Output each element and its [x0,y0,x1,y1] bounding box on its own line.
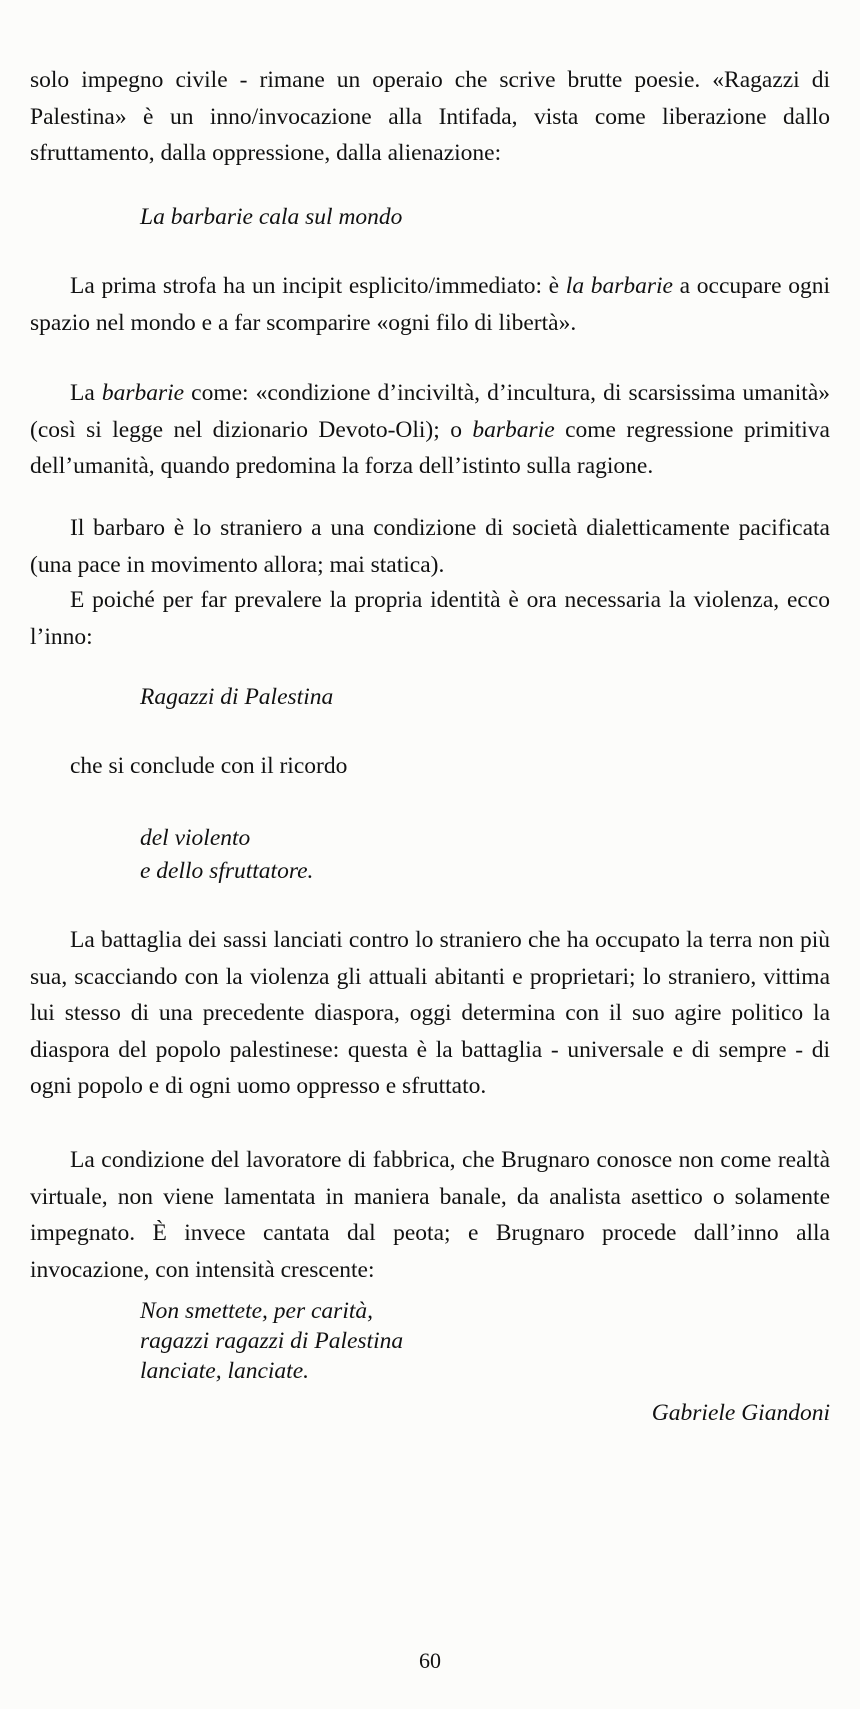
paragraph-7: La battaglia dei sassi lanciati contro lo straniero che ha occupato la terra non più sua, scacciando con la violenza gli attuali abitanti e proprietari; lo straniero, vittima lui stesso di una precedente diaspora, oggi determina con il suo agire politico la diaspora del popolo palestinese: questa è la battaglia - universale e di sempre - di ogni popolo e di ogni uomo oppresso e sfruttato. [30,927,830,1099]
text-run: a occupare ogni spazio nel mondo e a far scomparire «ogni filo di libertà». [30,273,831,336]
verse-quote-4 [140,1296,403,1386]
verse-quote-3 [140,822,313,888]
verse-quote-2 [140,682,333,712]
page-number: 60 [419,1648,441,1673]
verse-line: Non smettete, per carità, [140,1298,374,1324]
paragraph-2 [30,268,830,341]
emphasis: la barbarie [565,273,673,299]
verse-line: del violento [140,825,251,851]
paragraph-5: E poiché per far prevalere la propria identità è ora necessaria la violenza, ecco l’inno: [30,587,830,650]
paragraph-4: Il barbaro è lo straniero a una condizione di società dialetticamente pacificata (una pace in movimento allora; mai statica). [30,515,830,578]
verse-line: La barbarie cala sul mondo [140,204,403,230]
paragraph-6: che si conclude con il ricordo [70,753,348,779]
emphasis: barbarie [101,380,185,406]
verse-line: ragazzi ragazzi di Palestina [140,1328,404,1354]
emphasis: barbarie [472,416,555,443]
paragraph-1: solo impegno civile - rimane un operaio che scrive brutte poesie. «Ragazzi di Palestina» è un inno/invocazione alla Intifada, vista come liberazione dallo sfruttamento, dalla oppressione, dalla alienazione: [30,67,830,166]
text-run: La [70,380,102,406]
text-run: La prima strofa ha un incipit esplicito/immediato: è [70,273,566,299]
verse-quote-1 [140,202,402,232]
paragraph-3 [30,375,830,485]
text-run: come regressione primitiva dell’umanità, quando predomina la forza dell’istinto sulla ragione. [30,416,830,479]
verse-line: Ragazzi di Palestina [140,684,334,710]
verse-line: lanciate, lanciate. [140,1358,310,1384]
paragraph-8: La condizione del lavoratore di fabbrica, che Brugnaro conosce non come realtà virtuale, non viene lamentata in maniera banale, da analista asettico o solamente impegnato. È invece cantata dal peota; e Brugnaro procede dall’inno alla invocazione, con intensità crescente: [30,1147,830,1283]
verse-line: e dello sfruttatore. [140,858,314,884]
author-signature: Gabriele Giandoni [651,1400,830,1426]
text-run: come: «condizione d’inciviltà, d’incultura, di scarsissima umanità» (così si legge nel dizionario Devoto-Oli); o [30,380,830,443]
